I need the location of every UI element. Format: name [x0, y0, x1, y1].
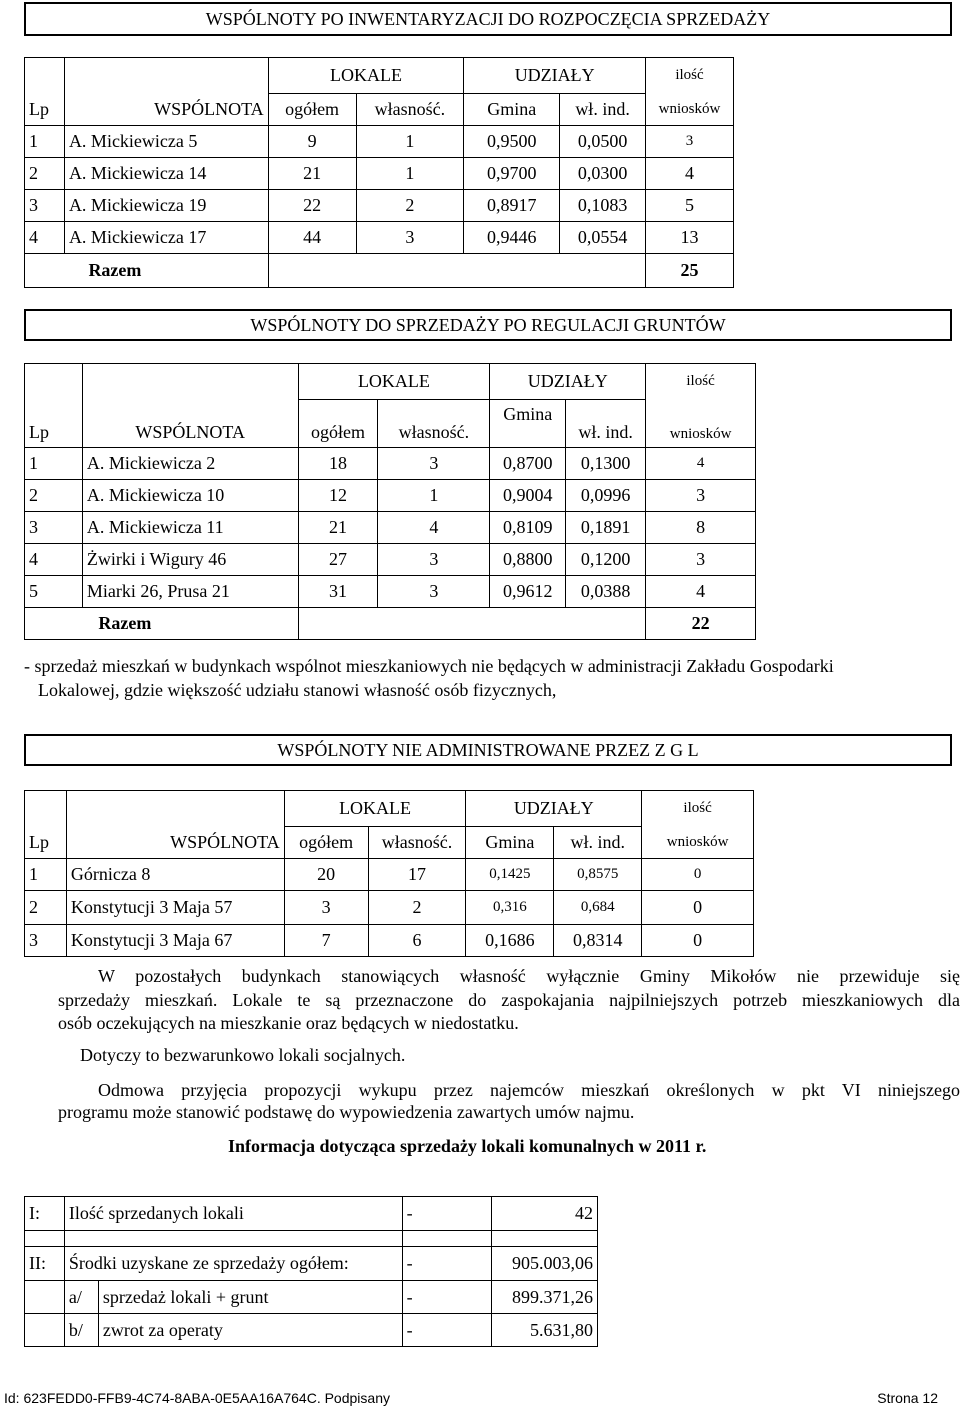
cell-wlind: 0,8314 — [554, 925, 642, 957]
ogolem-header: ogółem — [298, 400, 378, 448]
cell-wlind: 0,0500 — [560, 126, 646, 158]
summary-num-b: b/ — [65, 1314, 99, 1346]
summary-num: I: — [25, 1197, 65, 1231]
cell-ogolem: 44 — [268, 222, 356, 254]
table-row — [25, 576, 756, 608]
summary-value: 905.003,06 — [492, 1247, 598, 1281]
cell-lp: 3 — [25, 512, 83, 544]
summary-row — [25, 1197, 598, 1231]
ilosc-header: ilość — [642, 791, 754, 827]
cell-wlasnosc: 4 — [378, 512, 490, 544]
table-row — [25, 544, 756, 576]
para1-line3: osób oczekujących na mieszkanie oraz będących w niedostatku. — [58, 1013, 519, 1033]
table-row — [25, 222, 734, 254]
note1-line1: - sprzedaż mieszkań w budynkach wspólnot mieszkaniowych nie będących w administracji Zakładu Gospodarki — [24, 656, 834, 676]
footer-page: Strona 12 — [877, 1390, 938, 1406]
wlind-header: wł. ind. — [566, 400, 646, 448]
lp-header: Lp — [25, 400, 83, 448]
gmina-header: Gmina — [490, 400, 566, 448]
cell-lp: 5 — [25, 576, 83, 608]
wlasnosc-header: własność. — [356, 94, 464, 126]
cell-gmina: 0,9004 — [490, 480, 566, 512]
lokale-header: LOKALE — [298, 364, 490, 400]
cell-wlind: 0,1300 — [566, 448, 646, 480]
note1-line2: Lokalowej, gdzie większość udziału stanowi własność osób fizycznych, — [38, 680, 557, 700]
cell-wlind: 0,0300 — [560, 158, 646, 190]
lokale-header: LOKALE — [268, 58, 464, 94]
para3-line2: programu może stanowić podstawę do wypowiedzenia zawartych umów najmu. — [58, 1102, 635, 1122]
table-row — [25, 512, 756, 544]
section1-title-box — [24, 2, 952, 36]
summary-dash: - — [402, 1247, 492, 1281]
gmina-header: Gmina — [464, 94, 560, 126]
wlind-header: wł. ind. — [554, 827, 642, 859]
cell-wlasnosc: 3 — [378, 448, 490, 480]
cell-name: A. Mickiewicza 5 — [64, 126, 268, 158]
section2-title: WSPÓLNOTY DO SPRZEDAŻY PO REGULACJI GRUNTÓW — [250, 314, 726, 335]
cell-wnioskow: 13 — [646, 222, 734, 254]
ogolem-header: ogółem — [268, 94, 356, 126]
cell-wlind: 0,0996 — [566, 480, 646, 512]
cell-gmina: 0,9500 — [464, 126, 560, 158]
table-row — [25, 925, 754, 957]
para1-line1: W pozostałych budynkach stanowiących własność wyłącznie Gminy Mikołów nie przewiduje się — [98, 966, 960, 986]
section3-title: WSPÓLNOTY NIE ADMINISTROWANE PRZEZ Z G L — [277, 739, 699, 760]
cell-lp: 1 — [25, 859, 67, 891]
total-value: 22 — [646, 608, 756, 640]
cell-wnioskow: 4 — [646, 158, 734, 190]
cell-wlasnosc: 17 — [368, 859, 466, 891]
cell-name: Konstytucji 3 Maja 57 — [66, 891, 284, 925]
wnioskow-header: wniosków — [646, 94, 734, 126]
section3-title-box — [24, 734, 952, 766]
para1-line2: sprzedaży mieszkań. Lokale te są przeznaczone do zaspokajania najpilniejszych potrzeb mieszkaniowych dla — [58, 990, 960, 1010]
table-row — [25, 480, 756, 512]
summary-label: Środki uzyskane ze sprzedaży ogółem: — [64, 1247, 402, 1281]
udzialy-header: UDZIAŁY — [466, 791, 642, 827]
cell-name: A. Mickiewicza 10 — [82, 480, 298, 512]
summary-num-a: a/ — [65, 1281, 99, 1313]
summary-dash: - — [402, 1314, 492, 1347]
ilosc-header: ilość — [646, 58, 734, 94]
cell-gmina: 0,1425 — [466, 859, 554, 891]
summary-row — [25, 1247, 598, 1281]
cell-ogolem: 22 — [268, 190, 356, 222]
wspolnota-header: WSPÓLNOTA — [82, 400, 298, 448]
udzialy-header: UDZIAŁY — [490, 364, 646, 400]
cell-wnioskow: 0 — [642, 891, 754, 925]
total-row — [25, 254, 734, 288]
table-row — [25, 126, 734, 158]
summary-dash: - — [402, 1281, 492, 1314]
ilosc-header: ilość — [646, 364, 756, 400]
wlasnosc-header: własność. — [378, 400, 490, 448]
cell-lp: 4 — [25, 222, 65, 254]
section2-title-box — [24, 309, 952, 341]
cell-lp: 2 — [25, 480, 83, 512]
lokale-header: LOKALE — [284, 791, 466, 827]
summary-value: 899.371,26 — [492, 1281, 598, 1314]
cell-gmina: 0,8700 — [490, 448, 566, 480]
para2: Dotyczy to bezwarunkowo lokali socjalnych. — [80, 1045, 406, 1065]
cell-lp: 3 — [25, 925, 67, 957]
section1-title: WSPÓLNOTY PO INWENTARYZACJI DO ROZPOCZĘCIA SPRZEDAŻY — [205, 8, 771, 29]
cell-name: A. Mickiewicza 2 — [82, 448, 298, 480]
cell-wlasnosc: 2 — [368, 891, 466, 925]
cell-name: Żwirki i Wigury 46 — [82, 544, 298, 576]
table-row — [25, 859, 754, 891]
summary-row — [25, 1314, 598, 1347]
cell-gmina: 0,1686 — [466, 925, 554, 957]
cell-wlasnosc: 3 — [378, 576, 490, 608]
cell-lp: 1 — [25, 448, 83, 480]
summary-value: 5.631,80 — [492, 1314, 598, 1347]
lp-header: Lp — [25, 827, 67, 859]
cell-gmina: 0,316 — [466, 891, 554, 925]
wlind-header: wł. ind. — [560, 94, 646, 126]
cell-ogolem: 12 — [298, 480, 378, 512]
summary-row — [25, 1281, 598, 1314]
wspolnota-header: WSPÓLNOTA — [64, 94, 268, 126]
summary-dash: - — [402, 1197, 492, 1231]
cell-wnioskow: 4 — [646, 576, 756, 608]
footer-id: Id: 623FEDD0-FFB9-4C74-8ABA-0E5AA16A764C. Podpisany — [4, 1390, 390, 1406]
wnioskow-header: wniosków — [642, 827, 754, 859]
total-label: Razem — [64, 254, 268, 288]
cell-wlind: 0,0388 — [566, 576, 646, 608]
cell-wlasnosc: 1 — [378, 480, 490, 512]
cell-wlasnosc: 6 — [368, 925, 466, 957]
cell-wnioskow: 3 — [646, 480, 756, 512]
gmina-header: Gmina — [466, 827, 554, 859]
wspolnota-header: WSPÓLNOTA — [66, 827, 284, 859]
cell-gmina: 0,9612 — [490, 576, 566, 608]
section2-table — [24, 363, 756, 640]
cell-ogolem: 20 — [284, 859, 368, 891]
cell-wlasnosc: 2 — [356, 190, 464, 222]
cell-name: A. Mickiewicza 19 — [64, 190, 268, 222]
cell-name: A. Mickiewicza 17 — [64, 222, 268, 254]
cell-lp: 1 — [25, 126, 65, 158]
total-row — [25, 608, 756, 640]
cell-name: A. Mickiewicza 11 — [82, 512, 298, 544]
table-row — [25, 891, 754, 925]
cell-wlasnosc: 3 — [356, 222, 464, 254]
summary-label-b: zwrot za operaty — [102, 1320, 223, 1340]
table-row — [25, 448, 756, 480]
cell-ogolem: 27 — [298, 544, 378, 576]
cell-gmina: 0,9700 — [464, 158, 560, 190]
cell-wlind: 0,0554 — [560, 222, 646, 254]
cell-wlasnosc: 1 — [356, 126, 464, 158]
cell-wnioskow: 4 — [646, 448, 756, 480]
para3-line1: Odmowa przyjęcia propozycji wykupu przez najemców mieszkań określonych w pkt VI niniejszego — [98, 1080, 960, 1100]
cell-wlasnosc: 1 — [356, 158, 464, 190]
wnioskow-header: wniosków — [646, 400, 756, 448]
cell-ogolem: 21 — [268, 158, 356, 190]
cell-ogolem: 3 — [284, 891, 368, 925]
udzialy-header: UDZIAŁY — [464, 58, 646, 94]
summary-num: II: — [25, 1247, 65, 1281]
cell-wlasnosc: 3 — [378, 544, 490, 576]
cell-wnioskow: 8 — [646, 512, 756, 544]
cell-name: Miarki 26, Prusa 21 — [82, 576, 298, 608]
cell-wlind: 0,1083 — [560, 190, 646, 222]
cell-name: Górnicza 8 — [66, 859, 284, 891]
lp-header: Lp — [25, 94, 65, 126]
cell-wlind: 0,684 — [554, 891, 642, 925]
cell-gmina: 0,8917 — [464, 190, 560, 222]
cell-ogolem: 21 — [298, 512, 378, 544]
cell-lp: 3 — [25, 190, 65, 222]
cell-wnioskow: 0 — [642, 859, 754, 891]
table-row — [25, 158, 734, 190]
cell-ogolem: 31 — [298, 576, 378, 608]
cell-gmina: 0,9446 — [464, 222, 560, 254]
summary-label: Ilość sprzedanych lokali — [64, 1197, 402, 1231]
cell-name: A. Mickiewicza 14 — [64, 158, 268, 190]
section1-table — [24, 57, 734, 288]
summary-table — [24, 1196, 598, 1347]
info-title: Informacja dotycząca sprzedaży lokali komunalnych w 2011 r. — [228, 1136, 707, 1156]
cell-wlind: 0,1200 — [566, 544, 646, 576]
cell-wnioskow: 3 — [646, 126, 734, 158]
cell-wnioskow: 3 — [646, 544, 756, 576]
cell-ogolem: 7 — [284, 925, 368, 957]
summary-label-a: sprzedaż lokali + grunt — [102, 1287, 269, 1307]
cell-wnioskow: 5 — [646, 190, 734, 222]
total-value: 25 — [646, 254, 734, 288]
cell-lp: 2 — [25, 158, 65, 190]
cell-lp: 2 — [25, 891, 67, 925]
ogolem-header: ogółem — [284, 827, 368, 859]
total-label: Razem — [82, 608, 298, 640]
cell-wlind: 0,1891 — [566, 512, 646, 544]
cell-gmina: 0,8800 — [490, 544, 566, 576]
cell-ogolem: 9 — [268, 126, 356, 158]
cell-lp: 4 — [25, 544, 83, 576]
cell-name: Konstytucji 3 Maja 67 — [66, 925, 284, 957]
cell-ogolem: 18 — [298, 448, 378, 480]
cell-gmina: 0,8109 — [490, 512, 566, 544]
summary-value: 42 — [492, 1197, 598, 1231]
cell-wnioskow: 0 — [642, 925, 754, 957]
wlasnosc-header: własność. — [368, 827, 466, 859]
table-row — [25, 190, 734, 222]
cell-wlind: 0,8575 — [554, 859, 642, 891]
section3-table — [24, 790, 754, 957]
